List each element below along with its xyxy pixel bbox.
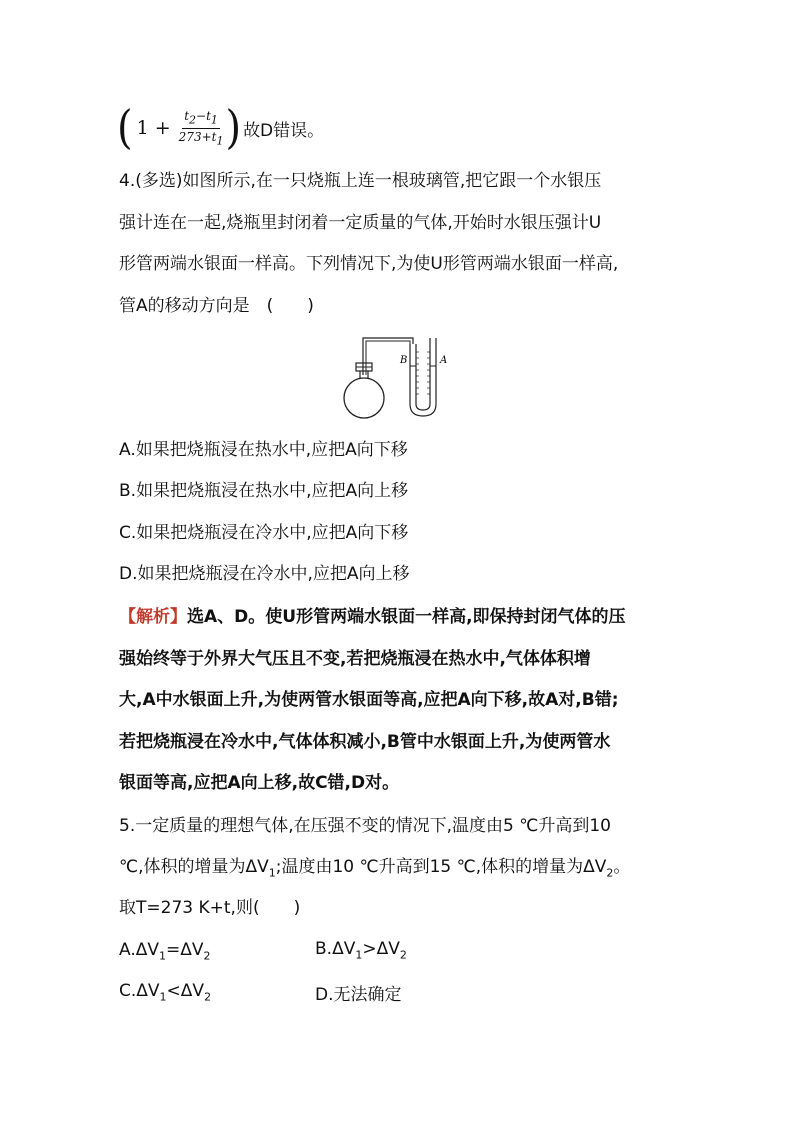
q5-option-c: $C.\Delta V_1<\Delta V_2$ <box>119 981 212 1004</box>
q5-line-2-part-2: ;温度由10 ℃升高到15 ℃,体积的增量为ΔV <box>275 857 607 877</box>
q4-option-c: C.如果把烧瓶浸在冷水中,应把A向下移 <box>119 523 409 543</box>
analysis-line-5: 银面等高,应把A向上移,故C错,D对。 <box>119 773 400 793</box>
formula-conclusion: 故D错误。 <box>243 120 325 141</box>
label-a: A <box>440 355 448 366</box>
q5-line-1: 5.一定质量的理想气体,在压强不变的情况下,温度由5 ℃升高到10 <box>119 816 611 836</box>
analysis-tag: 【解析】 <box>119 607 187 627</box>
q5-line-2-part-1: ℃,体积的增量为ΔV <box>119 857 269 877</box>
formula-expression <box>117 101 325 155</box>
q5-option-a: $A.\Delta V_1=\Delta V_2$ <box>119 940 211 963</box>
analysis-line-1 <box>119 606 626 628</box>
q5-sub-2: 2 <box>606 866 614 880</box>
q4-line-2: 强计连在一起,烧瓶里封闭着一定质量的气体,开始时水银压强计U <box>119 213 602 233</box>
analysis-text-1: 选A、D。使U形管两端水银面一样高,即保持封闭气体的压 <box>187 607 626 627</box>
q4-line-3: 形管两端水银面一样高。下列情况下,为使U形管两端水银面一样高, <box>119 254 619 274</box>
formula-one: 1 + <box>136 117 171 139</box>
flask-manometer-diagram <box>314 330 454 420</box>
q5-option-d: D.无法确定 <box>315 985 402 1005</box>
q5-line-3: 取T=273 K+t,则( ) <box>119 898 301 918</box>
q4-line-4: 管A的移动方向是 ( ) <box>119 296 314 316</box>
right-paren: ) <box>225 101 242 155</box>
q4-option-a: A.如果把烧瓶浸在热水中,应把A向下移 <box>119 440 408 460</box>
q4-option-d: D.如果把烧瓶浸在冷水中,应把A向上移 <box>119 564 410 584</box>
flask-bulb <box>344 378 384 418</box>
left-paren: ( <box>117 101 133 155</box>
label-b: B <box>400 355 408 366</box>
analysis-line-3: 大,A中水银面上升,为使两管水银面等高,应把A向下移,故A对,B错; <box>119 690 619 710</box>
q5-line-2 <box>119 856 630 884</box>
formula-fraction <box>179 109 224 147</box>
analysis-line-4: 若把烧瓶浸在冷水中,气体体积减小,B管中水银面上升,为使两管水 <box>119 732 611 752</box>
analysis-line-2: 强始终等于外界大气压且不变,若把烧瓶浸在热水中,气体体积增 <box>119 649 591 669</box>
q5-sub-1: 1 <box>268 866 276 880</box>
q5-option-b: $B.\Delta V_1>\Delta V_2$ <box>315 939 407 962</box>
fraction-numerator: $t_2-t_1$ <box>184 109 218 127</box>
q4-option-b: B.如果把烧瓶浸在热水中,应把A向上移 <box>119 481 409 501</box>
q5-line-2-part-3: 。 <box>613 857 631 877</box>
fraction-denominator: $273+t_1$ <box>178 129 224 147</box>
q4-line-1: 4.(多选)如图所示,在一只烧瓶上连一根玻璃管,把它跟一个水银压 <box>119 171 602 191</box>
